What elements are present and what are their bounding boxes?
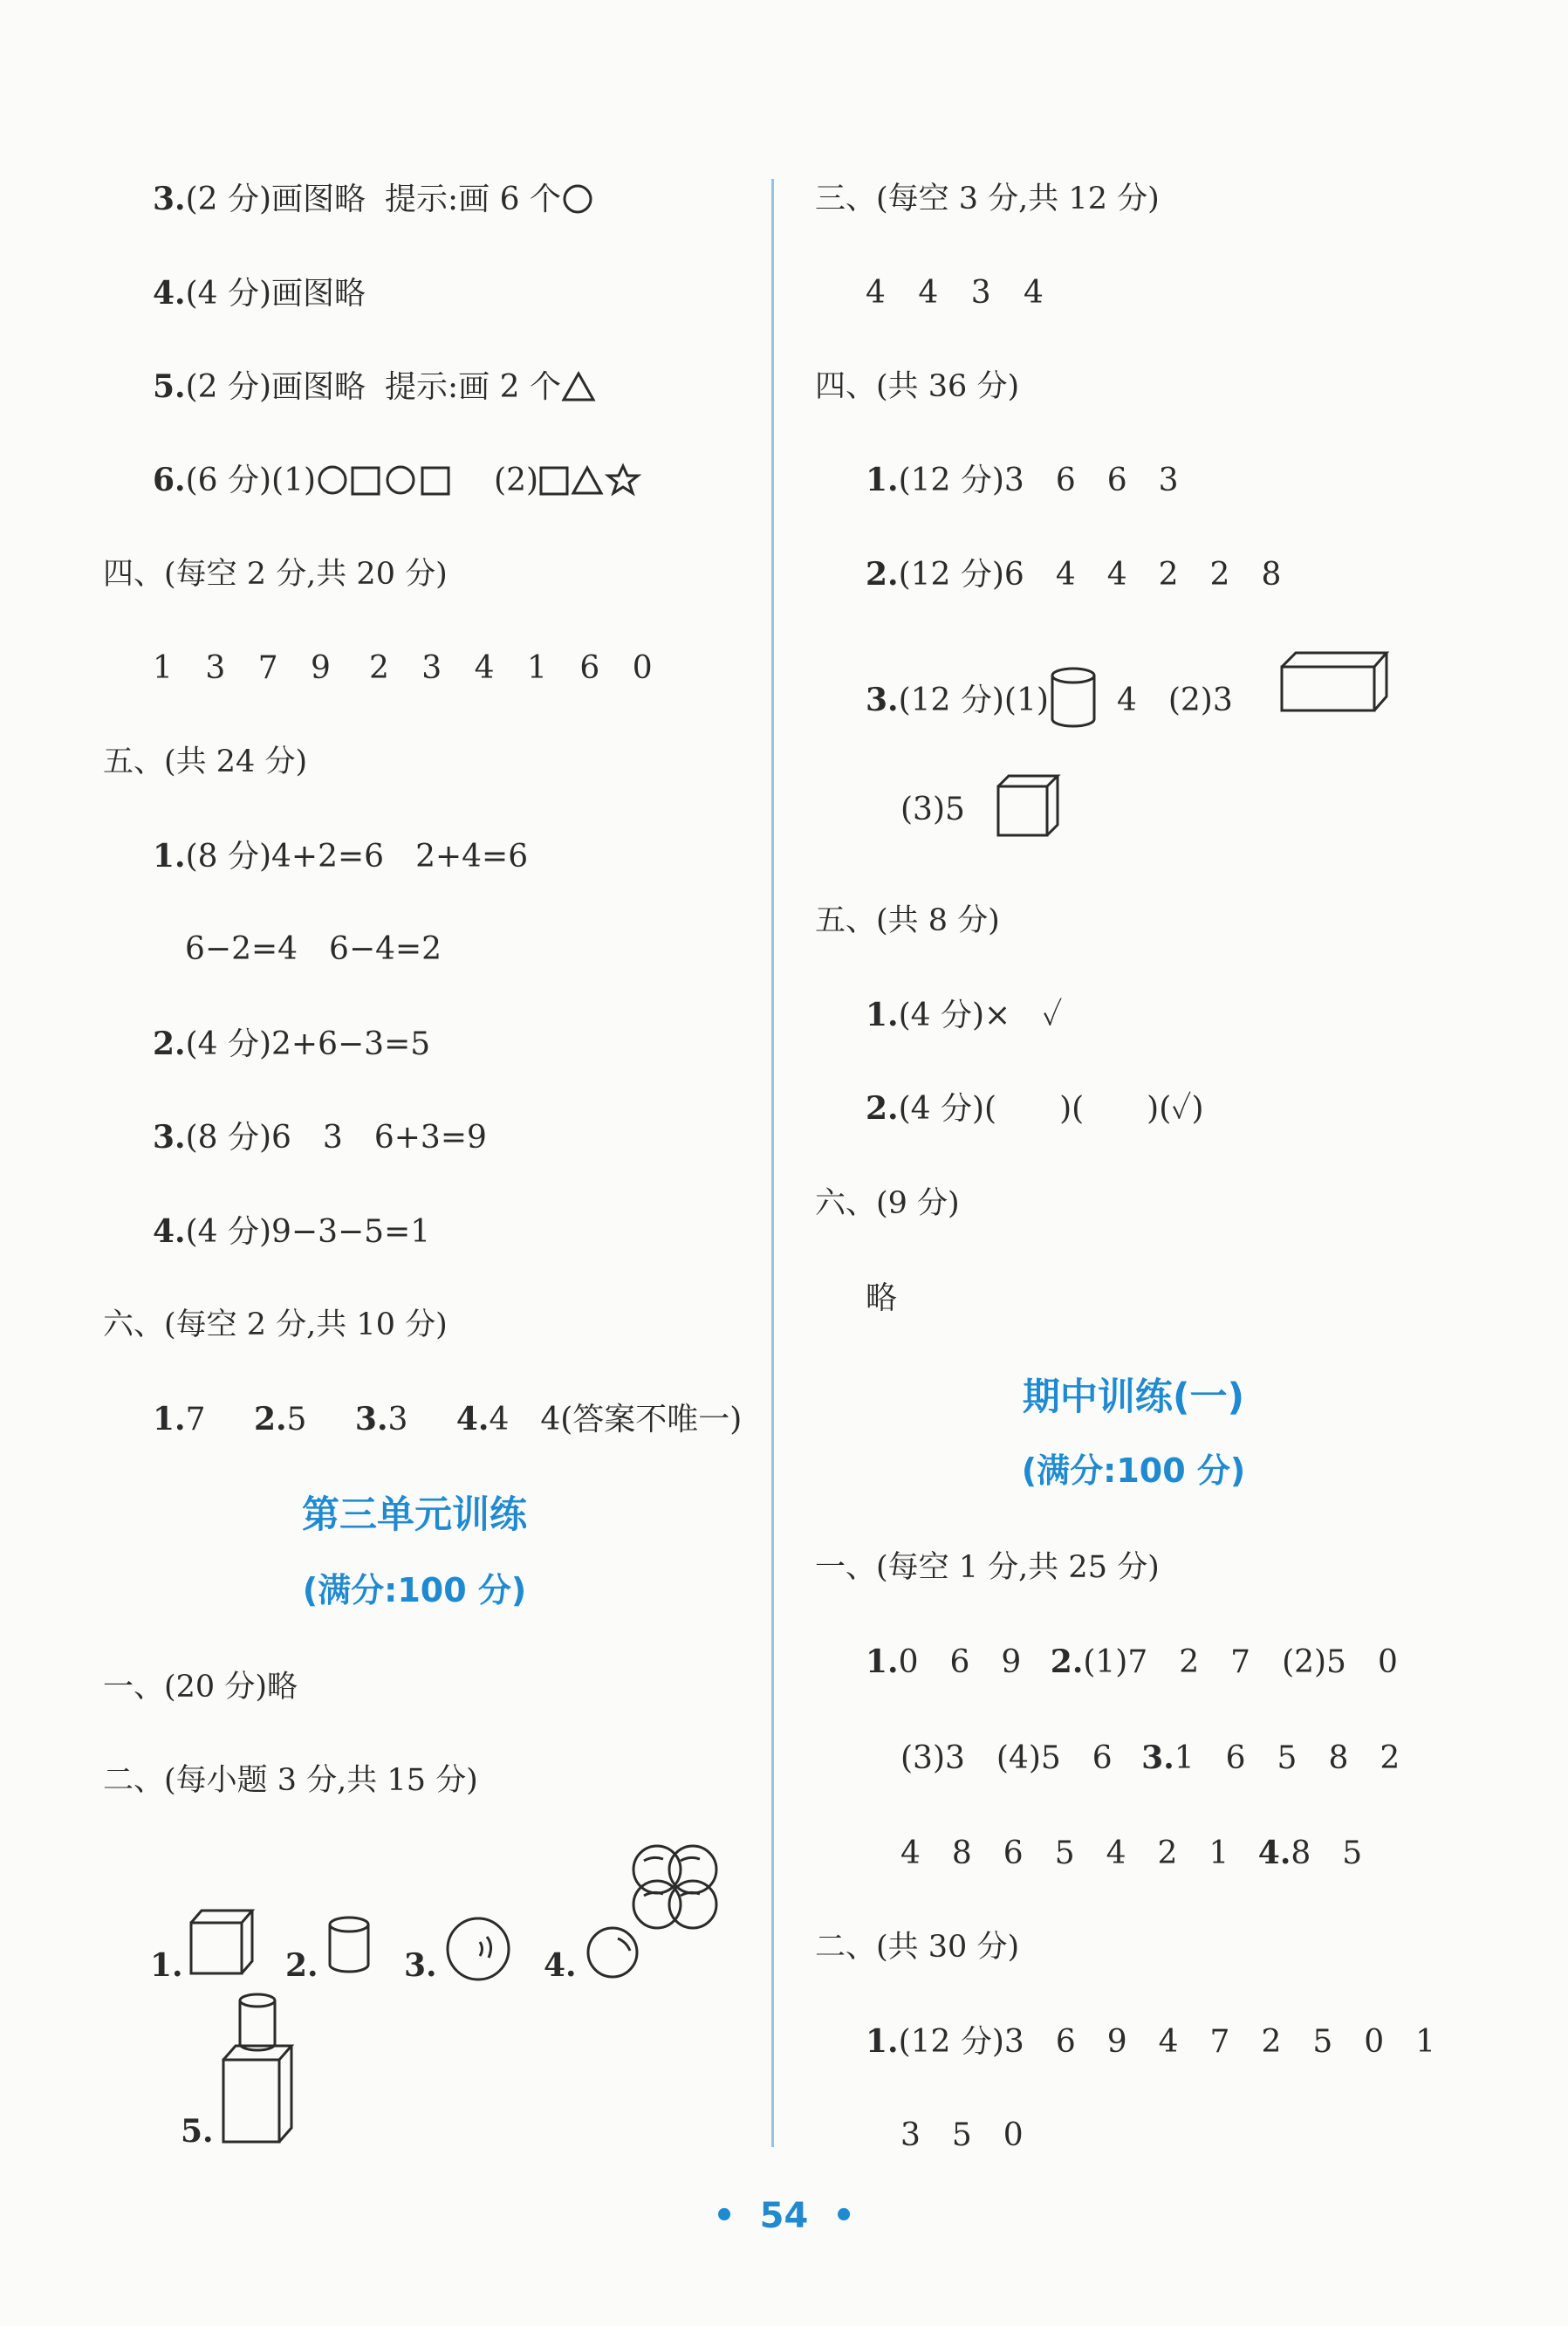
item-val: 5	[286, 1402, 307, 1437]
q-hint: 提示:画 6 个	[385, 182, 561, 217]
left-sec5-q4	[153, 1212, 430, 1252]
unit3-title: 第三单元训练	[302, 1493, 527, 1537]
q-text: (2 分)画图略	[185, 369, 366, 405]
q-num: 2.	[866, 556, 899, 593]
small-cube-figure	[995, 772, 1061, 839]
right-sec3-header: 三、(每空 3 分,共 12 分)	[815, 182, 1160, 216]
item-val: (1)7 2 7 (2)5 0	[1083, 1644, 1398, 1680]
left-q6	[153, 461, 643, 500]
item-val: 7	[185, 1402, 206, 1437]
right-sec4-q3	[866, 667, 1233, 730]
q-hint: 提示:画 2 个	[385, 369, 561, 405]
right-sec6-text: 略	[866, 1280, 898, 1316]
left-sec6-answers	[153, 1400, 742, 1439]
right-sec5-q2	[866, 1089, 1204, 1129]
cylinder-on-cube-figure	[220, 1990, 295, 2147]
q-part2: (2)	[494, 463, 539, 498]
item-num: 3.	[1141, 1739, 1174, 1776]
fig-label-1: 1.	[150, 1947, 183, 1984]
fig-label-3: 3.	[404, 1947, 437, 1984]
q-num: 1.	[153, 838, 186, 875]
midterm-sec2-header: 二、(共 30 分)	[815, 1930, 1020, 1965]
page-number	[0, 2196, 1568, 2236]
left-sec5-header: 五、(共 24 分)	[103, 744, 308, 779]
q-text: (4 分)2+6−3=5	[185, 1026, 431, 1062]
fig-label-5: 5.	[181, 2113, 214, 2150]
q-mid: 4 (2)3	[1116, 683, 1233, 718]
right-sec5-q1	[866, 996, 1062, 1035]
sphere-figure	[443, 1916, 513, 1982]
page-number-value: 54	[759, 2196, 809, 2236]
midterm-sec2-q1-line2: 3 5 0	[900, 2117, 1024, 2153]
cylinder-figure	[325, 1916, 374, 1977]
left-q5	[153, 367, 596, 407]
right-sec3-answers: 4 4 3 4	[866, 275, 1044, 311]
right-sec6-header: 六、(9 分)	[815, 1186, 960, 1221]
q-num: 4.	[153, 1213, 186, 1250]
q-num: 3.	[153, 181, 186, 217]
item-num: 2.	[1050, 1643, 1084, 1680]
item-val: 1 6 5 8 2	[1174, 1740, 1400, 1776]
midterm-sec1-line3	[900, 1834, 1362, 1873]
midterm-subtitle: (满分:100 分)	[1021, 1451, 1246, 1490]
left-sec4-answers	[153, 649, 653, 688]
q-num: 3.	[866, 682, 899, 718]
q-text: (12 分)3 6 6 3	[898, 463, 1179, 498]
q-text: (8 分)6 3 6+3=9	[185, 1120, 487, 1156]
right-sec5-header: 五、(共 8 分)	[815, 903, 1000, 938]
q-num: 3.	[153, 1119, 186, 1156]
midterm-sec1-line2	[900, 1739, 1400, 1778]
q-num: 6.	[153, 462, 186, 498]
q-text: (4 分)9−3−5=1	[185, 1214, 431, 1250]
unit3-sec1: 一、(20 分)略	[103, 1670, 298, 1705]
q-text: (2 分)画图略	[185, 182, 366, 217]
q-text: (6 分)(1)	[185, 463, 317, 498]
item-val: 0 6 9	[898, 1644, 1022, 1680]
stacked-spheres-figure	[627, 1842, 731, 1938]
item-num: 3.	[354, 1401, 388, 1437]
q-text: (4 分)( )( )(✓)	[898, 1091, 1204, 1127]
left-q3	[153, 180, 594, 219]
cuboid-figure	[1278, 649, 1392, 715]
item-num: 1.	[153, 1401, 186, 1437]
circle-shape-icon	[561, 183, 594, 215]
fig-label-2: 2.	[285, 1947, 318, 1984]
left-sec6-header: 六、(每空 2 分,共 10 分)	[103, 1307, 448, 1342]
left-sec5-q1-line2: 6−2=4 6−4=2	[185, 931, 442, 967]
column-divider	[771, 179, 774, 2147]
fig-label-4: 4.	[544, 1947, 577, 1984]
q-text: (12 分)(1)	[898, 683, 1049, 718]
right-sec4-q1	[866, 461, 1179, 500]
right-sec4-q3-line2: (3)5	[900, 792, 965, 827]
unit3-subtitle: (满分:100 分)	[302, 1571, 527, 1609]
shape-sequence-square-triangle-star-icon	[538, 464, 643, 496]
shape-sequence-circle-square-icon	[316, 464, 455, 496]
item-val: 4 4(答案不唯一)	[489, 1402, 743, 1437]
left-sec5-q1	[153, 837, 528, 876]
q-text: (4 分)× ✓	[898, 998, 1063, 1033]
q-num: 4.	[153, 275, 186, 312]
right-sec4-header: 四、(共 36 分)	[815, 369, 1020, 404]
item-num: 2.	[253, 1401, 287, 1437]
unit3-sec2: 二、(每小题 3 分,共 15 分)	[103, 1763, 478, 1798]
answers-a: 1 3 7 9	[153, 650, 331, 686]
item-num: 4.	[455, 1401, 490, 1437]
q-text: (12 分)3 6 9 4 7 2 5 0 1	[898, 2024, 1436, 2060]
item-val: 8 5	[1291, 1835, 1363, 1871]
item-val: 4 8 6 5 4 2 1	[900, 1835, 1229, 1871]
right-sec4-q2	[866, 555, 1281, 594]
midterm-sec1-header: 一、(每空 1 分,共 25 分)	[815, 1550, 1160, 1585]
cylinder-shape-icon	[1049, 667, 1098, 730]
left-sec4-header: 四、(每空 2 分,共 20 分)	[103, 557, 448, 592]
cube-figure	[188, 1907, 257, 1977]
midterm-sec2-q1	[866, 2022, 1435, 2062]
bullet-dot-icon: •	[832, 2196, 855, 2236]
q-num: 1.	[866, 462, 899, 498]
midterm-sec1-line1	[866, 1643, 1398, 1682]
item-val: (3)3 (4)5 6	[900, 1740, 1113, 1776]
item-val: 3	[387, 1402, 408, 1437]
q-num: 5.	[153, 368, 186, 405]
q-text: (4 分)画图略	[185, 276, 366, 312]
item-num: 4.	[1257, 1835, 1291, 1871]
q-num: 2.	[153, 1026, 186, 1062]
item-num: 1.	[866, 1643, 899, 1680]
bullet-dot-icon: •	[713, 2196, 736, 2236]
left-sec5-q2	[153, 1025, 430, 1064]
triangle-shape-icon	[561, 371, 596, 402]
q-num: 2.	[866, 1090, 899, 1127]
q-num: 1.	[866, 997, 899, 1033]
q-num: 1.	[866, 2023, 899, 2060]
q-text: (12 分)6 4 4 2 2 8	[898, 557, 1282, 593]
midterm-title: 期中训练(一)	[1022, 1376, 1245, 1419]
answers-b: 2 3 4 1 6 0	[368, 650, 653, 686]
left-sec5-q3	[153, 1118, 487, 1157]
left-q4	[153, 274, 366, 313]
q-text: (8 分)4+2=6 2+4=6	[185, 839, 529, 875]
